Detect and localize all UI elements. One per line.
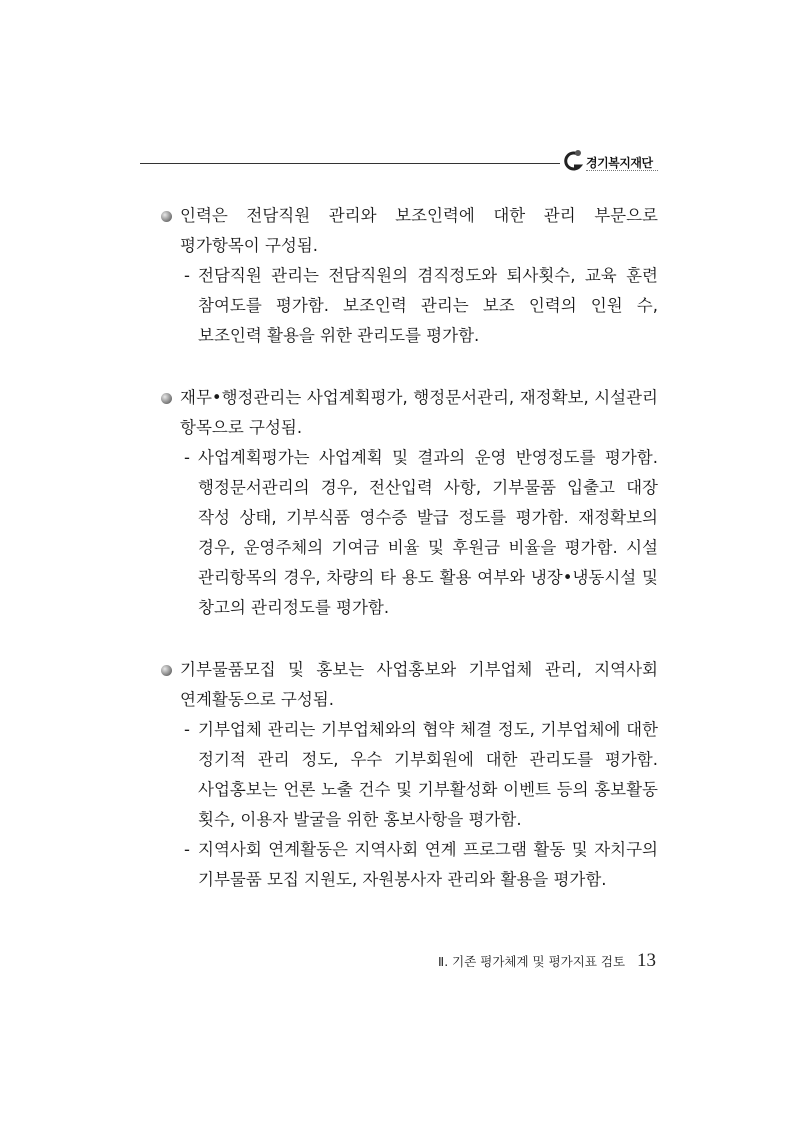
dash-marker: - <box>184 266 190 285</box>
dash-marker: - <box>184 840 190 859</box>
section-donation-promotion <box>160 655 658 895</box>
bullet-text: 재무•행정관리는 사업계획평가, 행정문서관리, 재정확보, 시설관리 항목으로 구성됨. <box>180 388 658 437</box>
page-footer <box>438 950 656 972</box>
dash-marker: - <box>184 720 190 739</box>
sub-item-text: 사업계획평가는 사업계획 및 결과의 운영 반영정도를 평가함. 행정문서관리의 경우, 전산입력 사항, 기부물품 입출고 대장 작성 상태, 기부식품 영수증 발급 정도를 평가함. 재정확보의 경우, 운영주체의 기여금 비율 및 후원금 비율을 평가함. 시설 관리항목의 경우, 차량의 타 용도 활용 여부와 냉장•냉동시설 및 창고의 관리정도를 평가함. <box>198 448 658 617</box>
sphere-bullet-icon <box>160 664 173 677</box>
sub-item-text: 전담직원 관리는 전담직원의 겸직정도와 퇴사횟수, 교육 훈련 참여도를 평가함. 보조인력 관리는 보조 인력의 인원 수, 보조인력 활용을 위한 관리도를 평가함. <box>198 266 658 345</box>
sphere-bullet-icon <box>160 210 173 223</box>
logo-text: 경기복지재단 <box>586 156 653 170</box>
logo-mark-icon <box>562 149 584 175</box>
page-number: 13 <box>637 950 656 971</box>
sub-item-text: 지역사회 연계활동은 지역사회 연계 프로그램 활동 및 자치구의 기부물품 모집 지원도, 자원봉사자 관리와 활용을 평가함. <box>198 840 658 889</box>
sub-item-text: 기부업체 관리는 기부업체와의 협약 체결 정도, 기부업체에 대한 정기적 관리 정도, 우수 기부회원에 대한 관리도를 평가함. 사업홍보는 언론 노출 건수 및 기부활성화 이벤트 등의 홍보활동 횟수, 이용자 발굴을 위한 홍보사항을 평가함. <box>198 720 658 829</box>
body-content <box>160 201 658 927</box>
bullet-text: 인력은 전담직원 관리와 보조인력에 대한 관리 부문으로 평가항목이 구성됨. <box>180 206 658 255</box>
logo-subtext-line <box>586 170 658 173</box>
bullet-text: 기부물품모집 및 홍보는 사업홍보와 기부업체 관리, 지역사회 연계활동으로 구성됨. <box>180 660 658 709</box>
sub-item <box>160 443 658 623</box>
sphere-bullet-icon <box>160 392 173 405</box>
dash-marker: - <box>184 448 190 467</box>
bullet-paragraph <box>160 383 658 443</box>
section-staff <box>160 201 658 351</box>
foundation-logo <box>562 149 662 177</box>
sub-item <box>160 835 658 895</box>
sub-item <box>160 715 658 835</box>
bullet-paragraph <box>160 201 658 261</box>
chapter-title: Ⅱ. 기존 평가체계 및 평가지표 검토 <box>438 954 626 969</box>
sub-item <box>160 261 658 351</box>
header-rule <box>140 163 560 164</box>
section-finance <box>160 383 658 623</box>
bullet-paragraph <box>160 655 658 715</box>
